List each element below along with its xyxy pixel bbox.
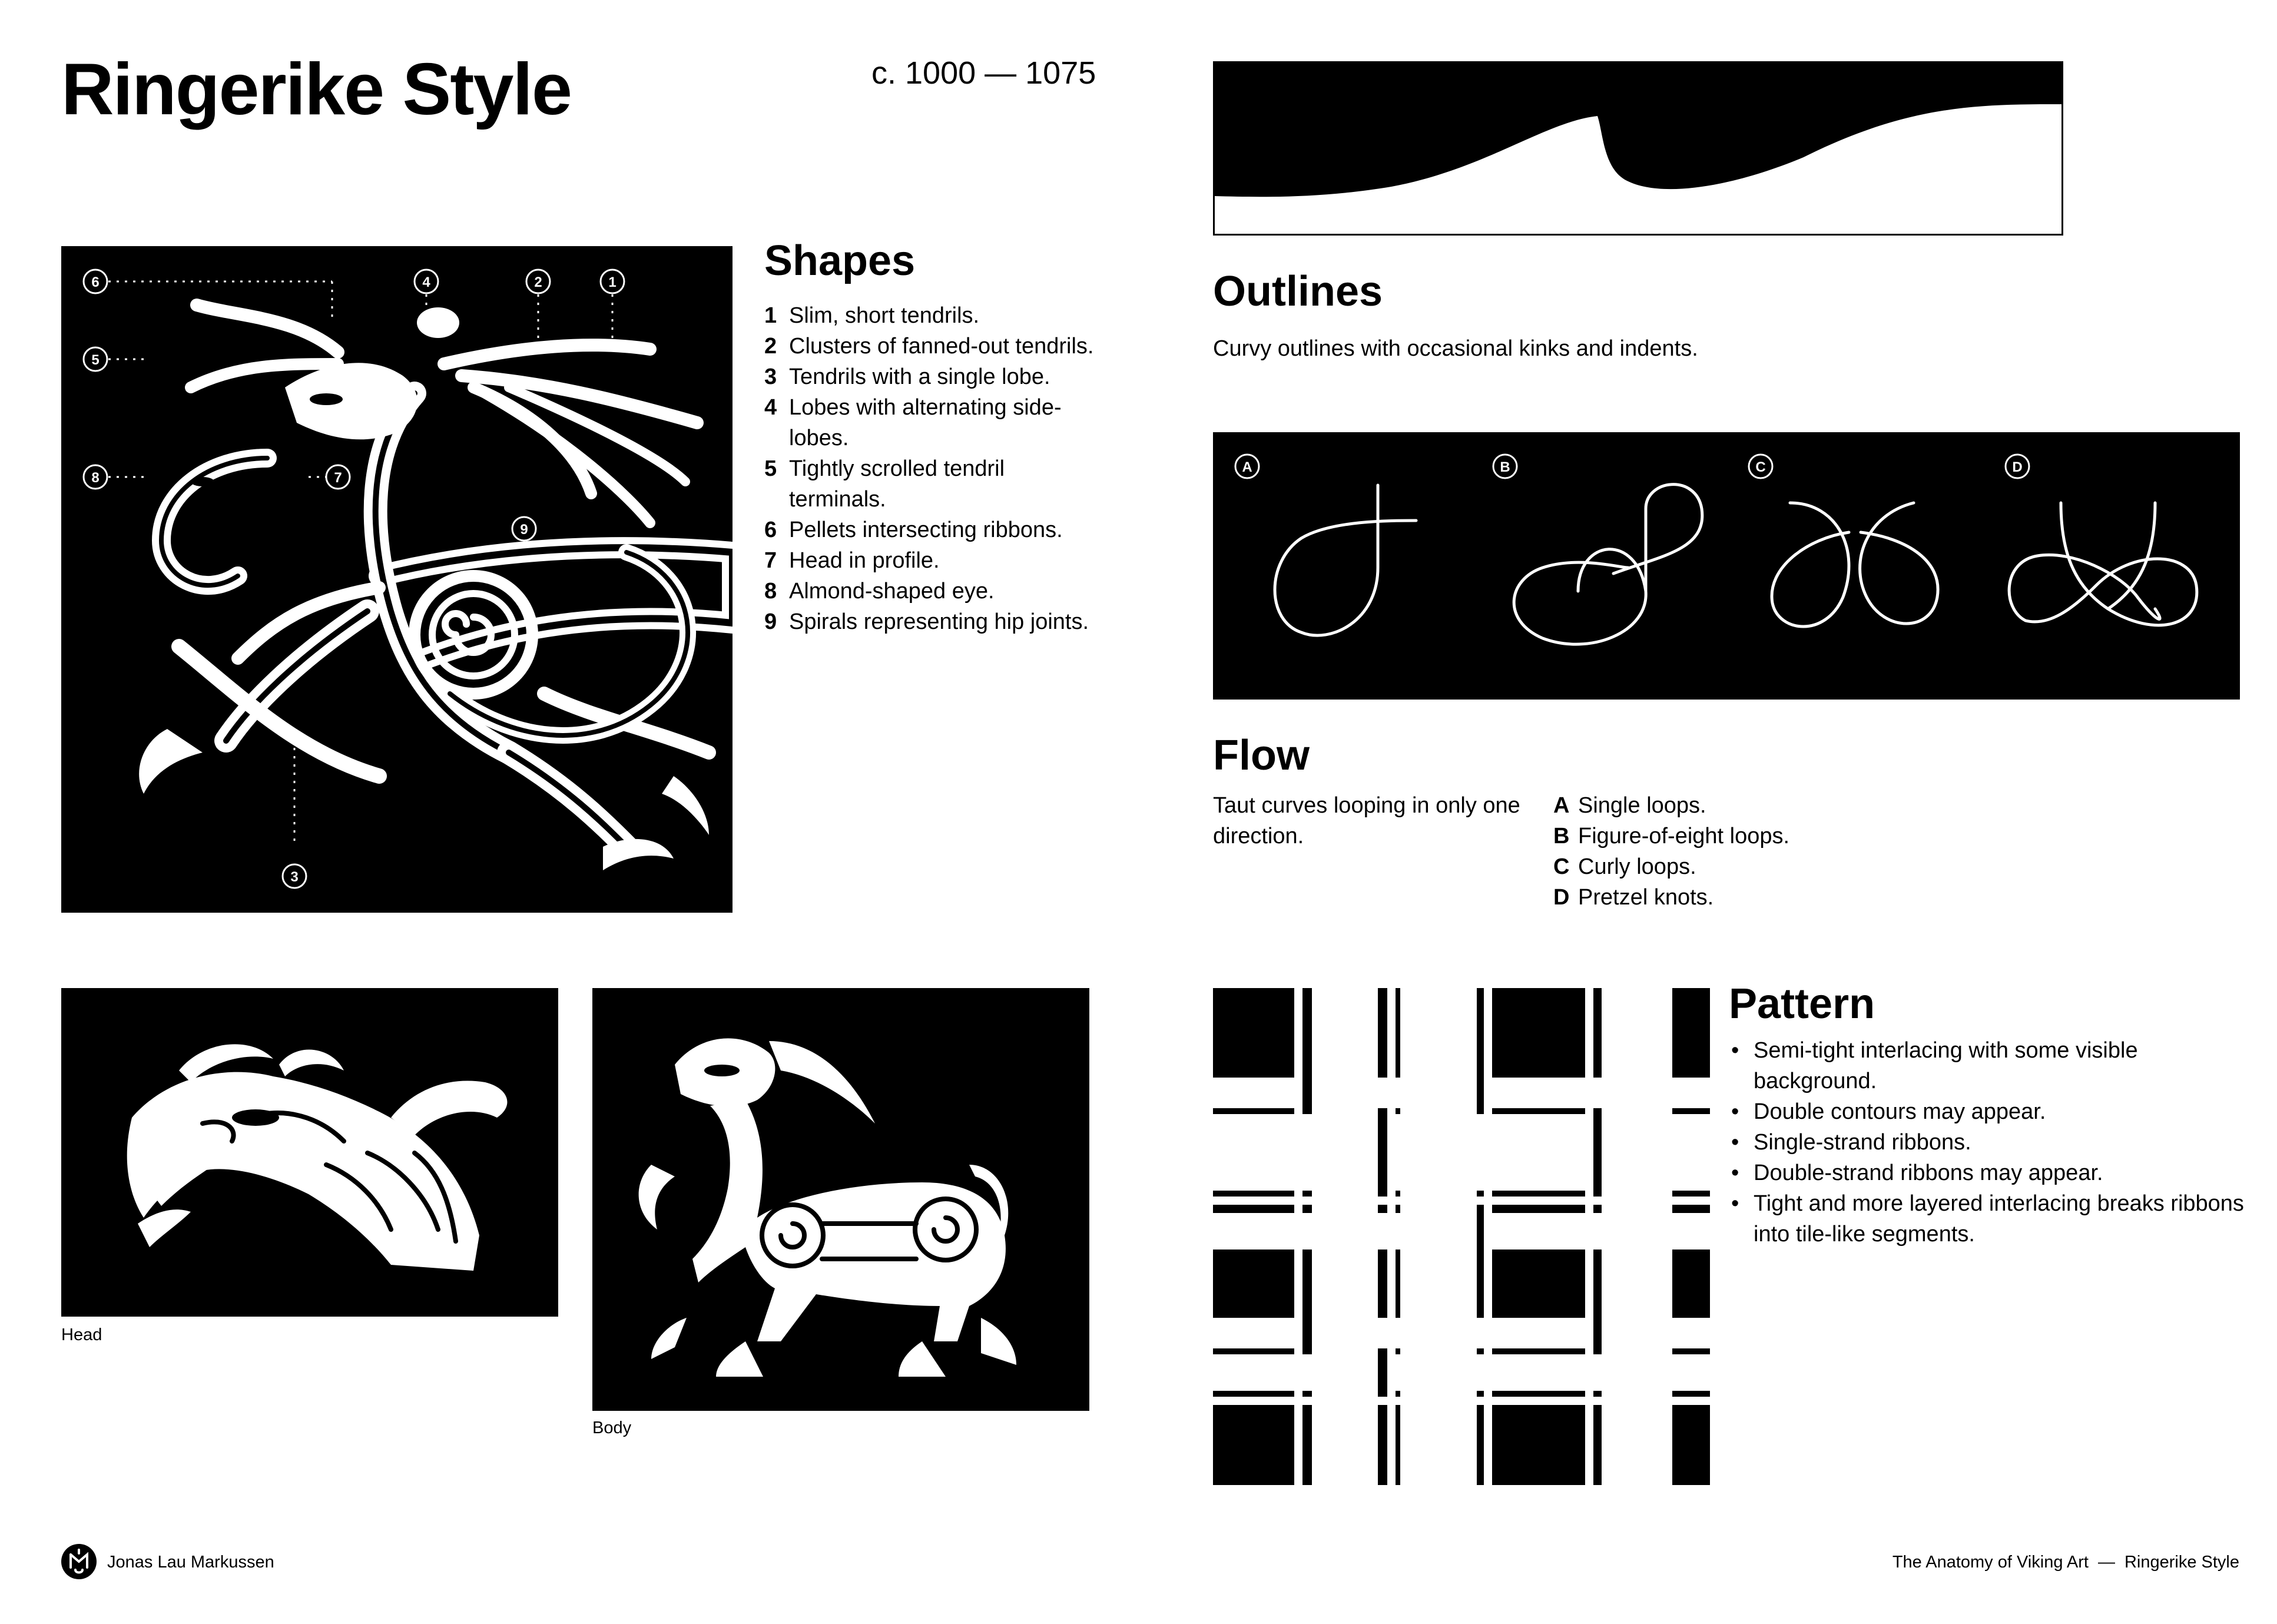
pattern-weave [1213,988,1710,1485]
weave-drawing [1213,988,1710,1485]
list-item [764,515,1094,545]
item-number: 2 [764,334,777,359]
curly-loops [1772,503,1938,627]
list-item [764,331,1094,362]
outline-wave-panel [1213,61,2063,236]
shapes-heading: Shapes [764,237,916,284]
outlines-heading: Outlines [1213,268,1383,315]
list-item [764,545,1094,576]
list-item [764,300,1094,331]
item-number: 4 [764,395,777,420]
list-item [764,606,1094,637]
flow-heading: Flow [1213,732,1310,779]
item-text: Semi-tight interlacing with some visible background. [1754,1038,2138,1093]
body-drawing [592,988,1089,1411]
callout-label: 3 [290,869,299,885]
item-letter: D [1553,885,1570,910]
item-text: Single loops. [1578,793,1706,818]
item-text: Single-strand ribbons. [1754,1130,1971,1155]
list-item [764,362,1094,392]
series-style-name: Ringerike Style [2124,1553,2239,1572]
callout-label: 7 [334,470,342,486]
item-text: Double-strand ribbons may appear. [1754,1161,2103,1185]
author-logo-icon [61,1544,97,1579]
callout-label: 8 [91,470,100,486]
item-text: Figure-of-eight loops. [1578,824,1790,849]
item-text: Spirals representing hip joints. [789,609,1089,634]
item-number: 9 [764,609,777,634]
item-text: Pellets intersecting ribbons. [789,518,1063,542]
list-item [1553,882,1918,913]
item-number: 5 [764,456,777,481]
single-loop [1275,485,1416,635]
item-letter: A [1553,793,1570,818]
item-text: Slim, short tendrils. [789,303,980,328]
loop-label-text: C [1755,459,1766,475]
figure-eight-loop [1514,485,1702,644]
bullet-icon: • [1731,1191,1739,1216]
date-range: c. 1000 — 1075 [871,55,1096,91]
item-letter: C [1553,854,1570,879]
pattern-heading: Pattern [1729,980,1875,1028]
list-item [1729,1035,2247,1096]
callout-label: 4 [422,274,430,290]
list-item [1553,851,1918,882]
item-text: Curly loops. [1578,854,1696,879]
item-number: 8 [764,579,777,604]
page-title: Ringerike Style [61,49,571,130]
beast-drawing [61,246,733,913]
item-number: 7 [764,548,777,573]
list-item [764,392,1094,453]
list-item [764,453,1094,515]
head-caption: Head [61,1325,102,1344]
item-number: 3 [764,364,777,389]
list-item [1729,1158,2247,1188]
item-text: Clusters of fanned-out tendrils. [789,334,1094,359]
bullet-icon: • [1731,1099,1739,1124]
item-number: 6 [764,518,777,542]
flow-description: Taut curves looping in only one direction. [1213,793,1520,849]
head-illustration [61,988,558,1317]
author-name: Jonas Lau Markussen [107,1553,274,1572]
main-illustration [61,246,733,913]
bullet-icon: • [1731,1038,1739,1063]
loop-label-text: D [2012,459,2023,475]
callout-label: 5 [91,352,100,368]
item-text: Double contours may appear. [1754,1099,2046,1124]
bullet-icon: • [1731,1161,1739,1185]
item-text: Lobes with alternating side-lobes. [789,395,1062,450]
callout-label: 9 [520,522,528,538]
list-item [1729,1096,2247,1127]
item-text: Tightly scrolled tendril terminals. [789,456,1005,512]
callout-label: 2 [534,274,542,290]
list-item [1729,1127,2247,1158]
item-text: Tendrils with a single lobe. [789,364,1050,389]
loops-drawing [1213,432,2240,700]
pattern-list [1729,1035,2247,1250]
item-number: 1 [764,303,777,328]
callout-label: 1 [608,274,617,290]
pretzel-knot [2009,503,2197,625]
item-letter: B [1553,824,1570,849]
bullet-icon: • [1731,1130,1739,1155]
series-title: The Anatomy of Viking Art [1892,1553,2089,1572]
shapes-list [764,300,1094,637]
head-drawing [61,988,558,1317]
item-text: Tight and more layered interlacing breaks ribbons into tile-like segments. [1754,1191,2244,1247]
body-illustration [592,988,1089,1411]
loop-label-text: A [1242,459,1252,475]
wave-drawing [1215,63,2061,234]
list-item [1553,821,1918,851]
outlines-description: Curvy outlines with occasional kinks and indents. [1213,336,1698,361]
item-text: Almond-shaped eye. [789,579,995,604]
list-item [764,576,1094,606]
list-item [1553,790,1918,821]
item-text: Head in profile. [789,548,940,573]
callout-label: 6 [91,274,100,290]
item-text: Pretzel knots. [1578,885,1714,910]
series-separator: — [2097,1553,2115,1572]
series-credit [1892,1552,2239,1573]
body-caption: Body [592,1418,632,1437]
list-item [1729,1188,2247,1250]
flow-list [1553,790,1918,913]
loop-label-text: B [1500,459,1510,475]
flow-loops-panel [1213,432,2240,700]
